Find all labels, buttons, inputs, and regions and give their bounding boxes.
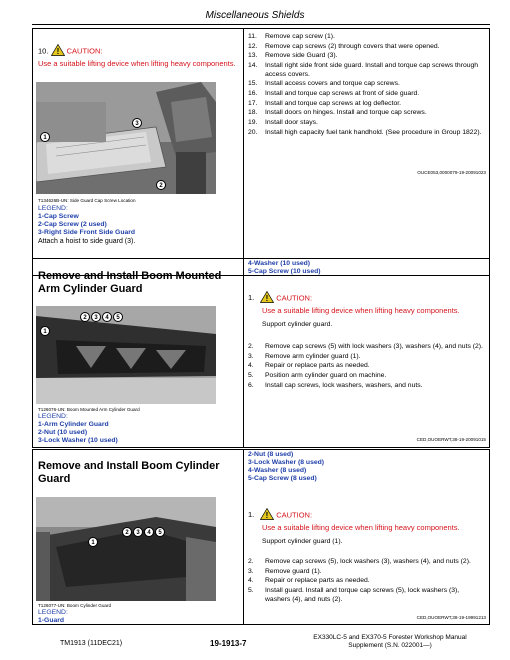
list-item: 20. Install high capacity fuel tank handhold. (See procedure in Group 1822). — [248, 128, 482, 136]
list-item: 13. Remove side Guard (3). — [248, 52, 338, 60]
legend-title: LEGEND: — [38, 205, 68, 212]
legend-item: 3-Lock Washer (10 used) — [38, 437, 118, 444]
list-item: 2. Remove cap screws (5), lock washers (3), washers (4), and nuts (2). — [248, 558, 471, 565]
caution-text: Use a suitable lifting device when lifting heavy components. — [262, 306, 460, 315]
top-legend-item: 4-Washer (10 used) — [248, 260, 311, 267]
list-item: 16. Install and torque cap screws at front of side guard. — [248, 89, 420, 97]
callout-4: 4 — [144, 527, 154, 537]
caution-text: Use a suitable lifting device when lifting heavy components. — [262, 523, 460, 532]
caution-icon — [260, 291, 274, 306]
caution-label: CAUTION: — [276, 510, 313, 520]
legend-title: LEGEND: — [38, 609, 68, 616]
figure-id: T126077-UN: Boom Cylinder Guard — [38, 603, 112, 608]
callout-2: 2 — [80, 312, 90, 322]
section-title: Remove and Install Boom Mounted Arm Cylinder Guard — [38, 270, 222, 295]
footer-doc-id: TM1913 (11DEC21) — [60, 640, 123, 647]
legend-item: 2-Nut (10 used) — [38, 429, 88, 436]
list-item: 14. Install right side front side guard. Install and torque cap screws through access covers. — [248, 62, 479, 78]
list-item: 18. Install doors on hinges. Install and torque cap screws. — [248, 109, 427, 117]
caution-label: CAUTION: — [66, 46, 103, 56]
legend-item: 1-Guard — [38, 617, 65, 624]
callout-1: 1 — [40, 326, 50, 336]
list-item: 4. Repair or replace parts as needed. — [248, 577, 370, 585]
top-legend-item: 4-Washer (8 used) — [248, 467, 307, 474]
figure-id: T126076-UN: Boom Mounted Arm Cylinder Guard — [38, 407, 140, 412]
caution-label: CAUTION: — [276, 293, 313, 303]
callout-3: 3 — [133, 527, 143, 537]
list-item: 15. Install access covers and torque cap screws. — [248, 80, 400, 88]
list-item: 4. Repair or replace parts as needed. — [248, 362, 370, 370]
legend-item: 1-Cap Screw — [38, 213, 79, 220]
reference-code: CED,OUOERWT,38-19-20091015 — [416, 437, 486, 442]
legend-item: 3-Right Side Front Side Guard — [38, 229, 136, 236]
list-item: 2. Remove cap screws (5) with lock washers (3), washers (4), and nuts (2). — [248, 343, 483, 350]
list-item: 6. Install cap screws, lock washers, washers, and nuts. — [248, 381, 423, 389]
callout-2: 2 — [156, 180, 166, 190]
footer-supplement: Supplement (S.N. 022001—) — [348, 642, 432, 649]
reference-code: CED,OUOERWT,38-19-19991213 — [416, 615, 486, 620]
top-legend-item: 2-Nut (8 used) — [248, 451, 294, 458]
caution-block-3: 1. ! CAUTION: Use a suitable lifting device when lifting heavy components. Support cylinder guard (1). — [248, 508, 484, 545]
list-item: 11. Remove cap screw (1). — [248, 33, 335, 40]
callout-3: 3 — [91, 312, 101, 322]
caution-icon — [260, 508, 274, 523]
top-legend-item: 5-Cap Screw (10 used) — [248, 268, 321, 275]
list-item: 12. Remove cap screws (2) through covers that were opened. — [248, 42, 440, 50]
page-header-title: Miscellaneous Shields — [205, 10, 305, 21]
header-rule — [32, 24, 490, 25]
callout-3: 3 — [132, 118, 142, 128]
support-text: Support cylinder guard (1). — [262, 538, 343, 545]
list-item: 3. Remove arm cylinder guard (1). — [248, 352, 361, 360]
boom-cylinder-guard-photo — [36, 497, 216, 601]
arm-cylinder-guard-photo — [36, 306, 216, 404]
column-divider — [243, 258, 244, 448]
column-divider — [243, 28, 244, 276]
callout-4: 4 — [102, 312, 112, 322]
callout-2: 2 — [122, 527, 132, 537]
support-text: Support cylinder guard. — [262, 321, 333, 328]
caution-block-2: 1. ! CAUTION: Use a suitable lifting device when lifting heavy components. Support cylinder guard. — [248, 291, 484, 328]
callout-5: 5 — [155, 527, 165, 537]
list-item: 3. Remove guard (1). — [248, 567, 322, 575]
callout-5: 5 — [113, 312, 123, 322]
legend-note: Attach a hoist to side guard (3). — [38, 238, 136, 245]
list-item: 5. Install guard. Install and torque cap screws (5), lock washers (3), washers (4), and nuts (2). — [248, 587, 460, 603]
figure-id: T134626B-UN: Side Guard Cap Screw Location — [38, 198, 136, 203]
footer-page-number: 19-1913-7 — [210, 639, 247, 648]
top-legend-item: 3-Lock Washer (8 used) — [248, 459, 325, 466]
steps-list-2 — [248, 343, 484, 391]
caution-text: Use a suitable lifting device when lifting heavy components. — [38, 59, 236, 68]
svg-text:!: ! — [265, 511, 269, 520]
step-number: 10. — [38, 46, 49, 56]
svg-text:!: ! — [56, 47, 59, 56]
top-legend-item: 5-Cap Screw (8 used) — [248, 475, 317, 482]
callout-1: 1 — [40, 132, 50, 142]
legend-item: 2-Cap Screw (2 used) — [38, 221, 107, 228]
column-divider — [243, 449, 244, 625]
reference-code: OUCE053,0000079-19-20091023 — [417, 170, 486, 175]
caution-block-1 — [38, 44, 242, 68]
side-guard-photo — [36, 82, 216, 194]
list-item: 17. Install and torque cap screws at log deflector. — [248, 99, 402, 107]
legend-item: 1-Arm Cylinder Guard — [38, 421, 109, 428]
legend-title: LEGEND: — [38, 413, 68, 420]
list-item: 5. Position arm cylinder guard on machine. — [248, 372, 387, 380]
callout-1: 1 — [88, 537, 98, 547]
steps-list-3 — [248, 558, 484, 605]
steps-list-1 — [248, 33, 484, 138]
section-title: Remove and Install Boom Cylinder Guard — [38, 460, 220, 485]
svg-text:!: ! — [265, 294, 269, 303]
caution-icon — [51, 44, 65, 59]
list-item: 19. Install door stays. — [248, 119, 318, 126]
footer-manual-title: EX330LC-5 and EX370-5 Forester Workshop Manual — [313, 634, 467, 641]
